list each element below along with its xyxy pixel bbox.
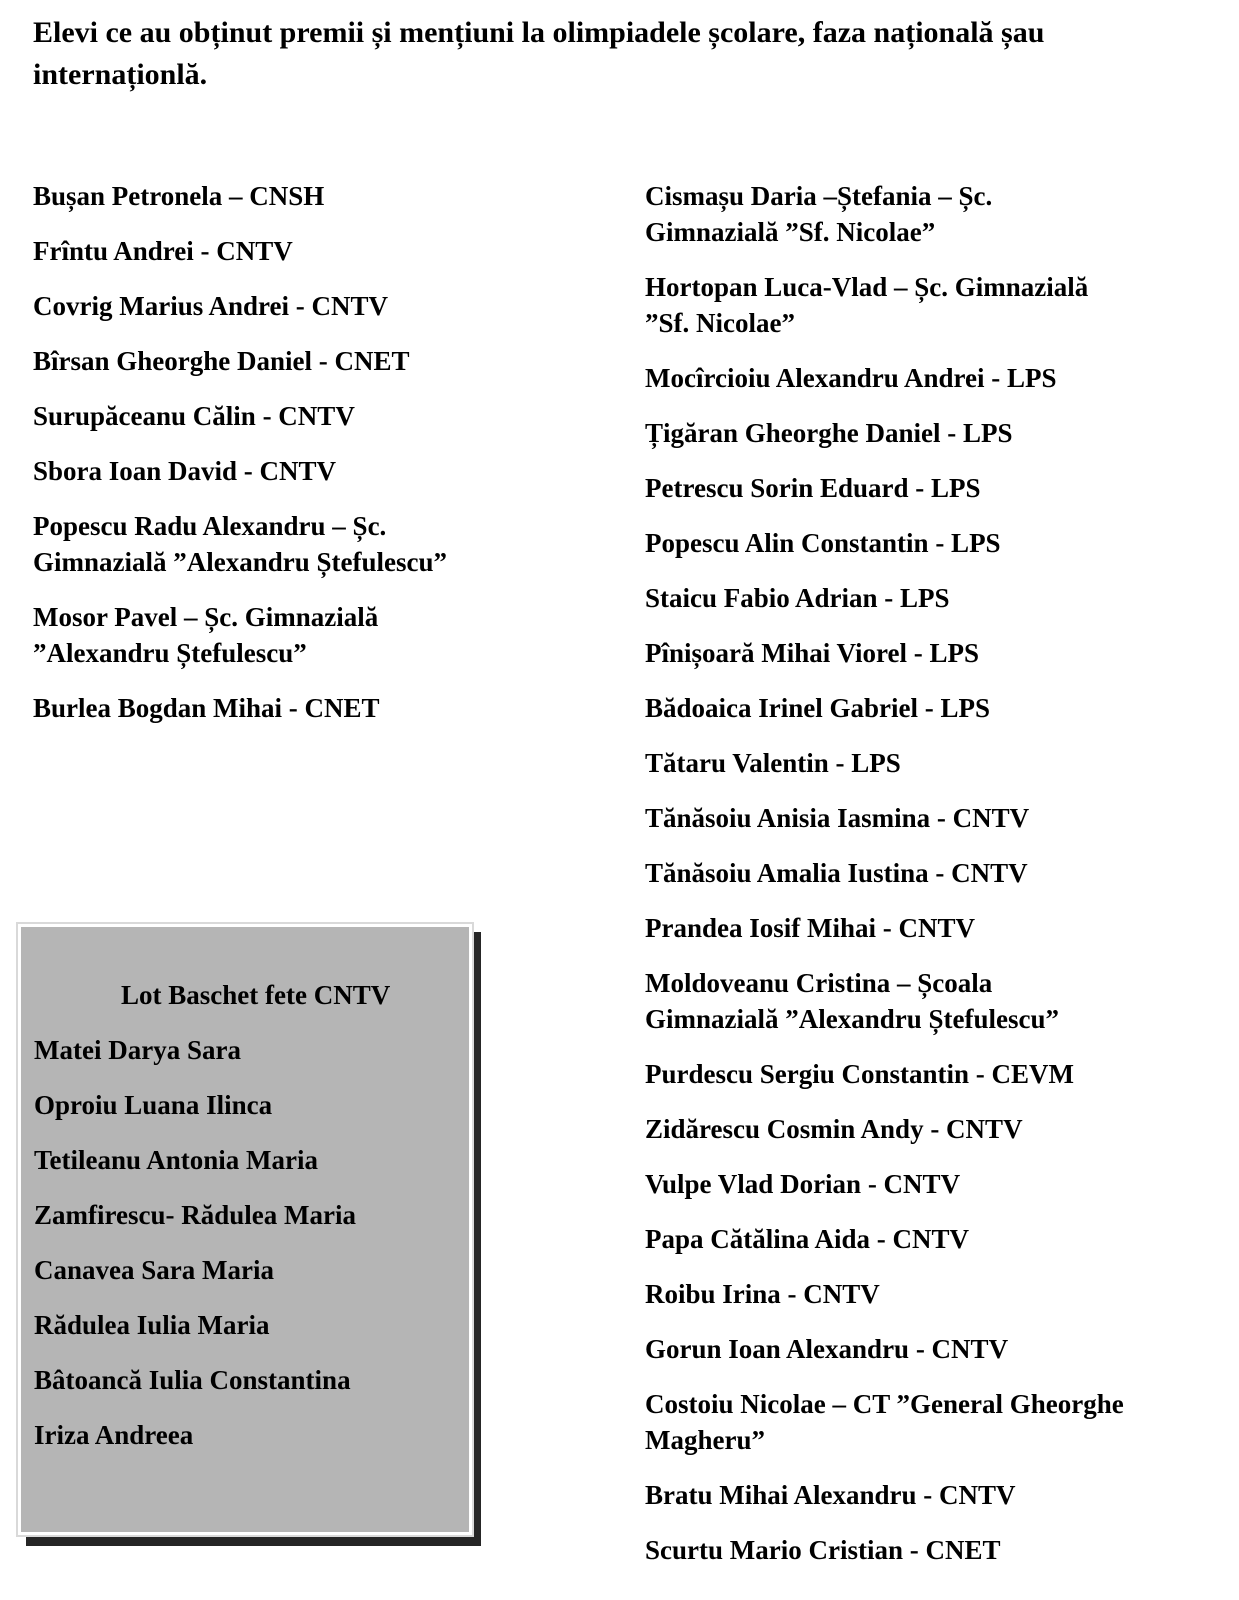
list-item: Bîrsan Gheorghe Daniel - CNET — [33, 346, 410, 376]
team-member: Iriza Andreea — [34, 1420, 194, 1450]
team-member: Canavea Sara Maria — [34, 1255, 274, 1285]
list-item: Cismașu Daria –Ștefania – Șc. Gimnazială ”Sf. Nicolae” — [645, 181, 993, 247]
list-item: Purdescu Sergiu Constantin - CEVM — [645, 1059, 1075, 1089]
list-item: Prandea Iosif Mihai - CNTV — [645, 913, 975, 943]
team-member: Zamfirescu- Rădulea Maria — [34, 1200, 356, 1230]
list-item: Tătaru Valentin - LPS — [645, 748, 901, 778]
list-item: Mosor Pavel – Șc. Gimnazială ”Alexandru Ștefulescu” — [33, 602, 379, 668]
team-member: Bâtoancă Iulia Constantina — [34, 1365, 351, 1395]
list-item: Tănăsoiu Amalia Iustina - CNTV — [645, 858, 1028, 888]
list-item: Pînișoară Mihai Viorel - LPS — [645, 638, 980, 668]
page-title: Elevi ce au obținut premii și mențiuni la olimpiadele școlare, faza națională șau internaționlă. — [33, 16, 1045, 91]
list-item: Staicu Fabio Adrian - LPS — [645, 583, 950, 613]
list-item: Bușan Petronela – CNSH — [33, 181, 325, 211]
list-item: Burlea Bogdan Mihai - CNET — [33, 693, 380, 723]
list-item: Mocîrcioiu Alexandru Andrei - LPS — [645, 363, 1057, 393]
right-column-list — [645, 178, 1220, 1587]
list-item: Bădoaica Irinel Gabriel - LPS — [645, 693, 991, 723]
list-item: Moldoveanu Cristina – Școala Gimnazială ”Alexandru Ștefulescu” — [645, 968, 1060, 1034]
team-box-heading: Lot Baschet fete CNTV — [121, 980, 391, 1010]
list-item: Bratu Mihai Alexandru - CNTV — [645, 1480, 1016, 1510]
list-item: Popescu Radu Alexandru – Șc. Gimnazială ”Alexandru Ștefulescu” — [33, 511, 448, 577]
list-item: Zidărescu Cosmin Andy - CNTV — [645, 1114, 1023, 1144]
list-item: Costoiu Nicolae – CT ”General Gheorghe Magheru” — [645, 1389, 1124, 1455]
team-member: Tetileanu Antonia Maria — [34, 1145, 319, 1175]
list-item: Papa Cătălina Aida - CNTV — [645, 1224, 970, 1254]
left-column-list — [33, 178, 593, 745]
list-item: Surupăceanu Călin - CNTV — [33, 401, 355, 431]
list-item: Roibu Irina - CNTV — [645, 1279, 880, 1309]
list-item: Frîntu Andrei - CNTV — [33, 236, 293, 266]
list-item: Sbora Ioan David - CNTV — [33, 456, 337, 486]
list-item: Petrescu Sorin Eduard - LPS — [645, 473, 981, 503]
team-member: Matei Darya Sara — [34, 1035, 241, 1065]
team-box — [18, 924, 472, 1535]
team-member: Rădulea Iulia Maria — [34, 1310, 270, 1340]
list-item: Tănăsoiu Anisia Iasmina - CNTV — [645, 803, 1030, 833]
list-item: Scurtu Mario Cristian - CNET — [645, 1535, 1001, 1565]
list-item: Țigăran Gheorghe Daniel - LPS — [645, 418, 1013, 448]
team-member: Oproiu Luana Ilinca — [34, 1090, 273, 1120]
list-item: Gorun Ioan Alexandru - CNTV — [645, 1334, 1009, 1364]
list-item: Hortopan Luca-Vlad – Șc. Gimnazială ”Sf. Nicolae” — [645, 272, 1089, 338]
list-item: Covrig Marius Andrei - CNTV — [33, 291, 388, 321]
list-item: Popescu Alin Constantin - LPS — [645, 528, 1001, 558]
list-item: Vulpe Vlad Dorian - CNTV — [645, 1169, 961, 1199]
team-member-list — [34, 1032, 356, 1472]
